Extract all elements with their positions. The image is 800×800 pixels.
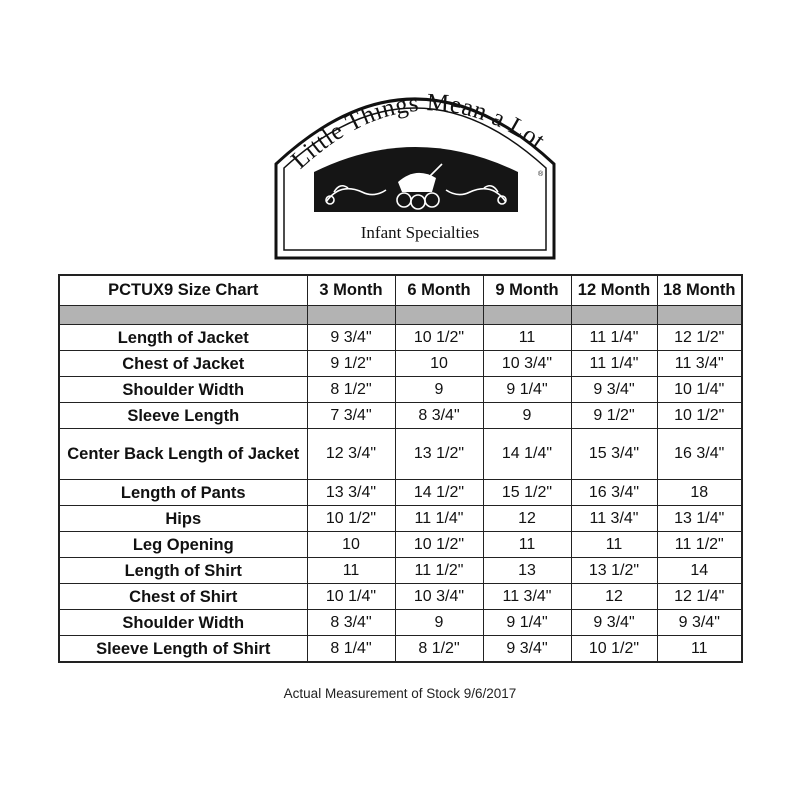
header-9-month: 9 Month [483, 275, 571, 306]
measurement-cell: 9 [395, 377, 483, 403]
header-12-month: 12 Month [571, 275, 657, 306]
table-header-row [59, 275, 742, 306]
row-label: Chest of Shirt [59, 584, 307, 610]
table-row [59, 610, 742, 636]
row-label: Leg Opening [59, 532, 307, 558]
table-row [59, 584, 742, 610]
measurement-cell: 10 1/2" [307, 506, 395, 532]
spacer-cell [307, 306, 395, 325]
measurement-cell: 9 1/2" [571, 403, 657, 429]
measurement-cell: 10 1/2" [395, 532, 483, 558]
table-spacer-row [59, 306, 742, 325]
measurement-cell: 11 1/4" [571, 351, 657, 377]
table-row [59, 325, 742, 351]
measurement-cell: 13 3/4" [307, 480, 395, 506]
measurement-cell: 7 3/4" [307, 403, 395, 429]
measurement-cell: 9 3/4" [483, 636, 571, 663]
row-label: Chest of Jacket [59, 351, 307, 377]
measurement-cell: 9 3/4" [657, 610, 742, 636]
header-18-month: 18 Month [657, 275, 742, 306]
measurement-cell: 11 1/2" [395, 558, 483, 584]
row-label: Length of Jacket [59, 325, 307, 351]
measurement-cell: 11 1/4" [571, 325, 657, 351]
measurement-cell: 8 3/4" [307, 610, 395, 636]
measurement-cell: 11 [657, 636, 742, 663]
measurement-cell: 9 [483, 403, 571, 429]
measurement-cell: 8 1/2" [307, 377, 395, 403]
measurement-cell: 18 [657, 480, 742, 506]
row-label: Length of Shirt [59, 558, 307, 584]
measurement-cell: 8 1/2" [395, 636, 483, 663]
measurement-cell: 13 1/2" [395, 429, 483, 480]
row-label: Hips [59, 506, 307, 532]
row-label: Shoulder Width [59, 610, 307, 636]
row-label: Sleeve Length [59, 403, 307, 429]
spacer-cell [395, 306, 483, 325]
row-label: Sleeve Length of Shirt [59, 636, 307, 663]
spacer-cell [657, 306, 742, 325]
footnote: Actual Measurement of Stock 9/6/2017 [283, 686, 517, 701]
measurement-cell: 9 1/2" [307, 351, 395, 377]
header-chart-title: PCTUX9 Size Chart [59, 275, 307, 306]
table-row [59, 429, 742, 480]
table-row [59, 403, 742, 429]
table-row [59, 506, 742, 532]
measurement-cell: 12 1/2" [657, 325, 742, 351]
row-label: Shoulder Width [59, 377, 307, 403]
measurement-cell: 12 3/4" [307, 429, 395, 480]
table-row [59, 558, 742, 584]
measurement-cell: 11 3/4" [571, 506, 657, 532]
spacer-cell [483, 306, 571, 325]
measurement-cell: 8 3/4" [395, 403, 483, 429]
table-row [59, 351, 742, 377]
measurement-cell: 9 1/4" [483, 610, 571, 636]
measurement-cell: 9 3/4" [307, 325, 395, 351]
measurement-cell: 12 [571, 584, 657, 610]
measurement-cell: 11 [307, 558, 395, 584]
header-3-month: 3 Month [307, 275, 395, 306]
measurement-cell: 11 3/4" [483, 584, 571, 610]
measurement-cell: 11 [571, 532, 657, 558]
measurement-cell: 15 3/4" [571, 429, 657, 480]
measurement-cell: 15 1/2" [483, 480, 571, 506]
measurement-cell: 9 [395, 610, 483, 636]
measurement-cell: 14 1/4" [483, 429, 571, 480]
measurement-cell: 10 1/2" [657, 403, 742, 429]
brand-logo [270, 72, 560, 262]
logo-name: Little Things Mean a Lot [286, 89, 550, 175]
measurement-cell: 10 3/4" [483, 351, 571, 377]
measurement-cell: 9 3/4" [571, 610, 657, 636]
measurement-cell: 9 3/4" [571, 377, 657, 403]
table-row [59, 480, 742, 506]
measurement-cell: 10 [307, 532, 395, 558]
logo-registered-mark: ® [538, 171, 544, 178]
measurement-cell: 14 [657, 558, 742, 584]
row-label: Length of Pants [59, 480, 307, 506]
measurement-cell: 14 1/2" [395, 480, 483, 506]
measurement-cell: 9 1/4" [483, 377, 571, 403]
size-chart-table [58, 274, 743, 663]
measurement-cell: 13 [483, 558, 571, 584]
measurement-cell: 16 3/4" [657, 429, 742, 480]
table-row [59, 532, 742, 558]
header-6-month: 6 Month [395, 275, 483, 306]
measurement-cell: 13 1/4" [657, 506, 742, 532]
measurement-cell: 8 1/4" [307, 636, 395, 663]
measurement-cell: 11 [483, 532, 571, 558]
measurement-cell: 12 1/4" [657, 584, 742, 610]
spacer-cell [59, 306, 307, 325]
measurement-cell: 16 3/4" [571, 480, 657, 506]
measurement-cell: 10 1/4" [657, 377, 742, 403]
measurement-cell: 10 1/2" [395, 325, 483, 351]
measurement-cell: 11 [483, 325, 571, 351]
measurement-cell: 10 1/2" [571, 636, 657, 663]
measurement-cell: 10 [395, 351, 483, 377]
spacer-cell [571, 306, 657, 325]
logo-tagline: Infant Specialties [360, 223, 480, 242]
measurement-cell: 11 1/4" [395, 506, 483, 532]
row-label: Center Back Length of Jacket [59, 429, 307, 480]
measurement-cell: 11 1/2" [657, 532, 742, 558]
measurement-cell: 13 1/2" [571, 558, 657, 584]
measurement-cell: 10 1/4" [307, 584, 395, 610]
table-row [59, 636, 742, 663]
measurement-cell: 12 [483, 506, 571, 532]
measurement-cell: 11 3/4" [657, 351, 742, 377]
table-row [59, 377, 742, 403]
measurement-cell: 10 3/4" [395, 584, 483, 610]
